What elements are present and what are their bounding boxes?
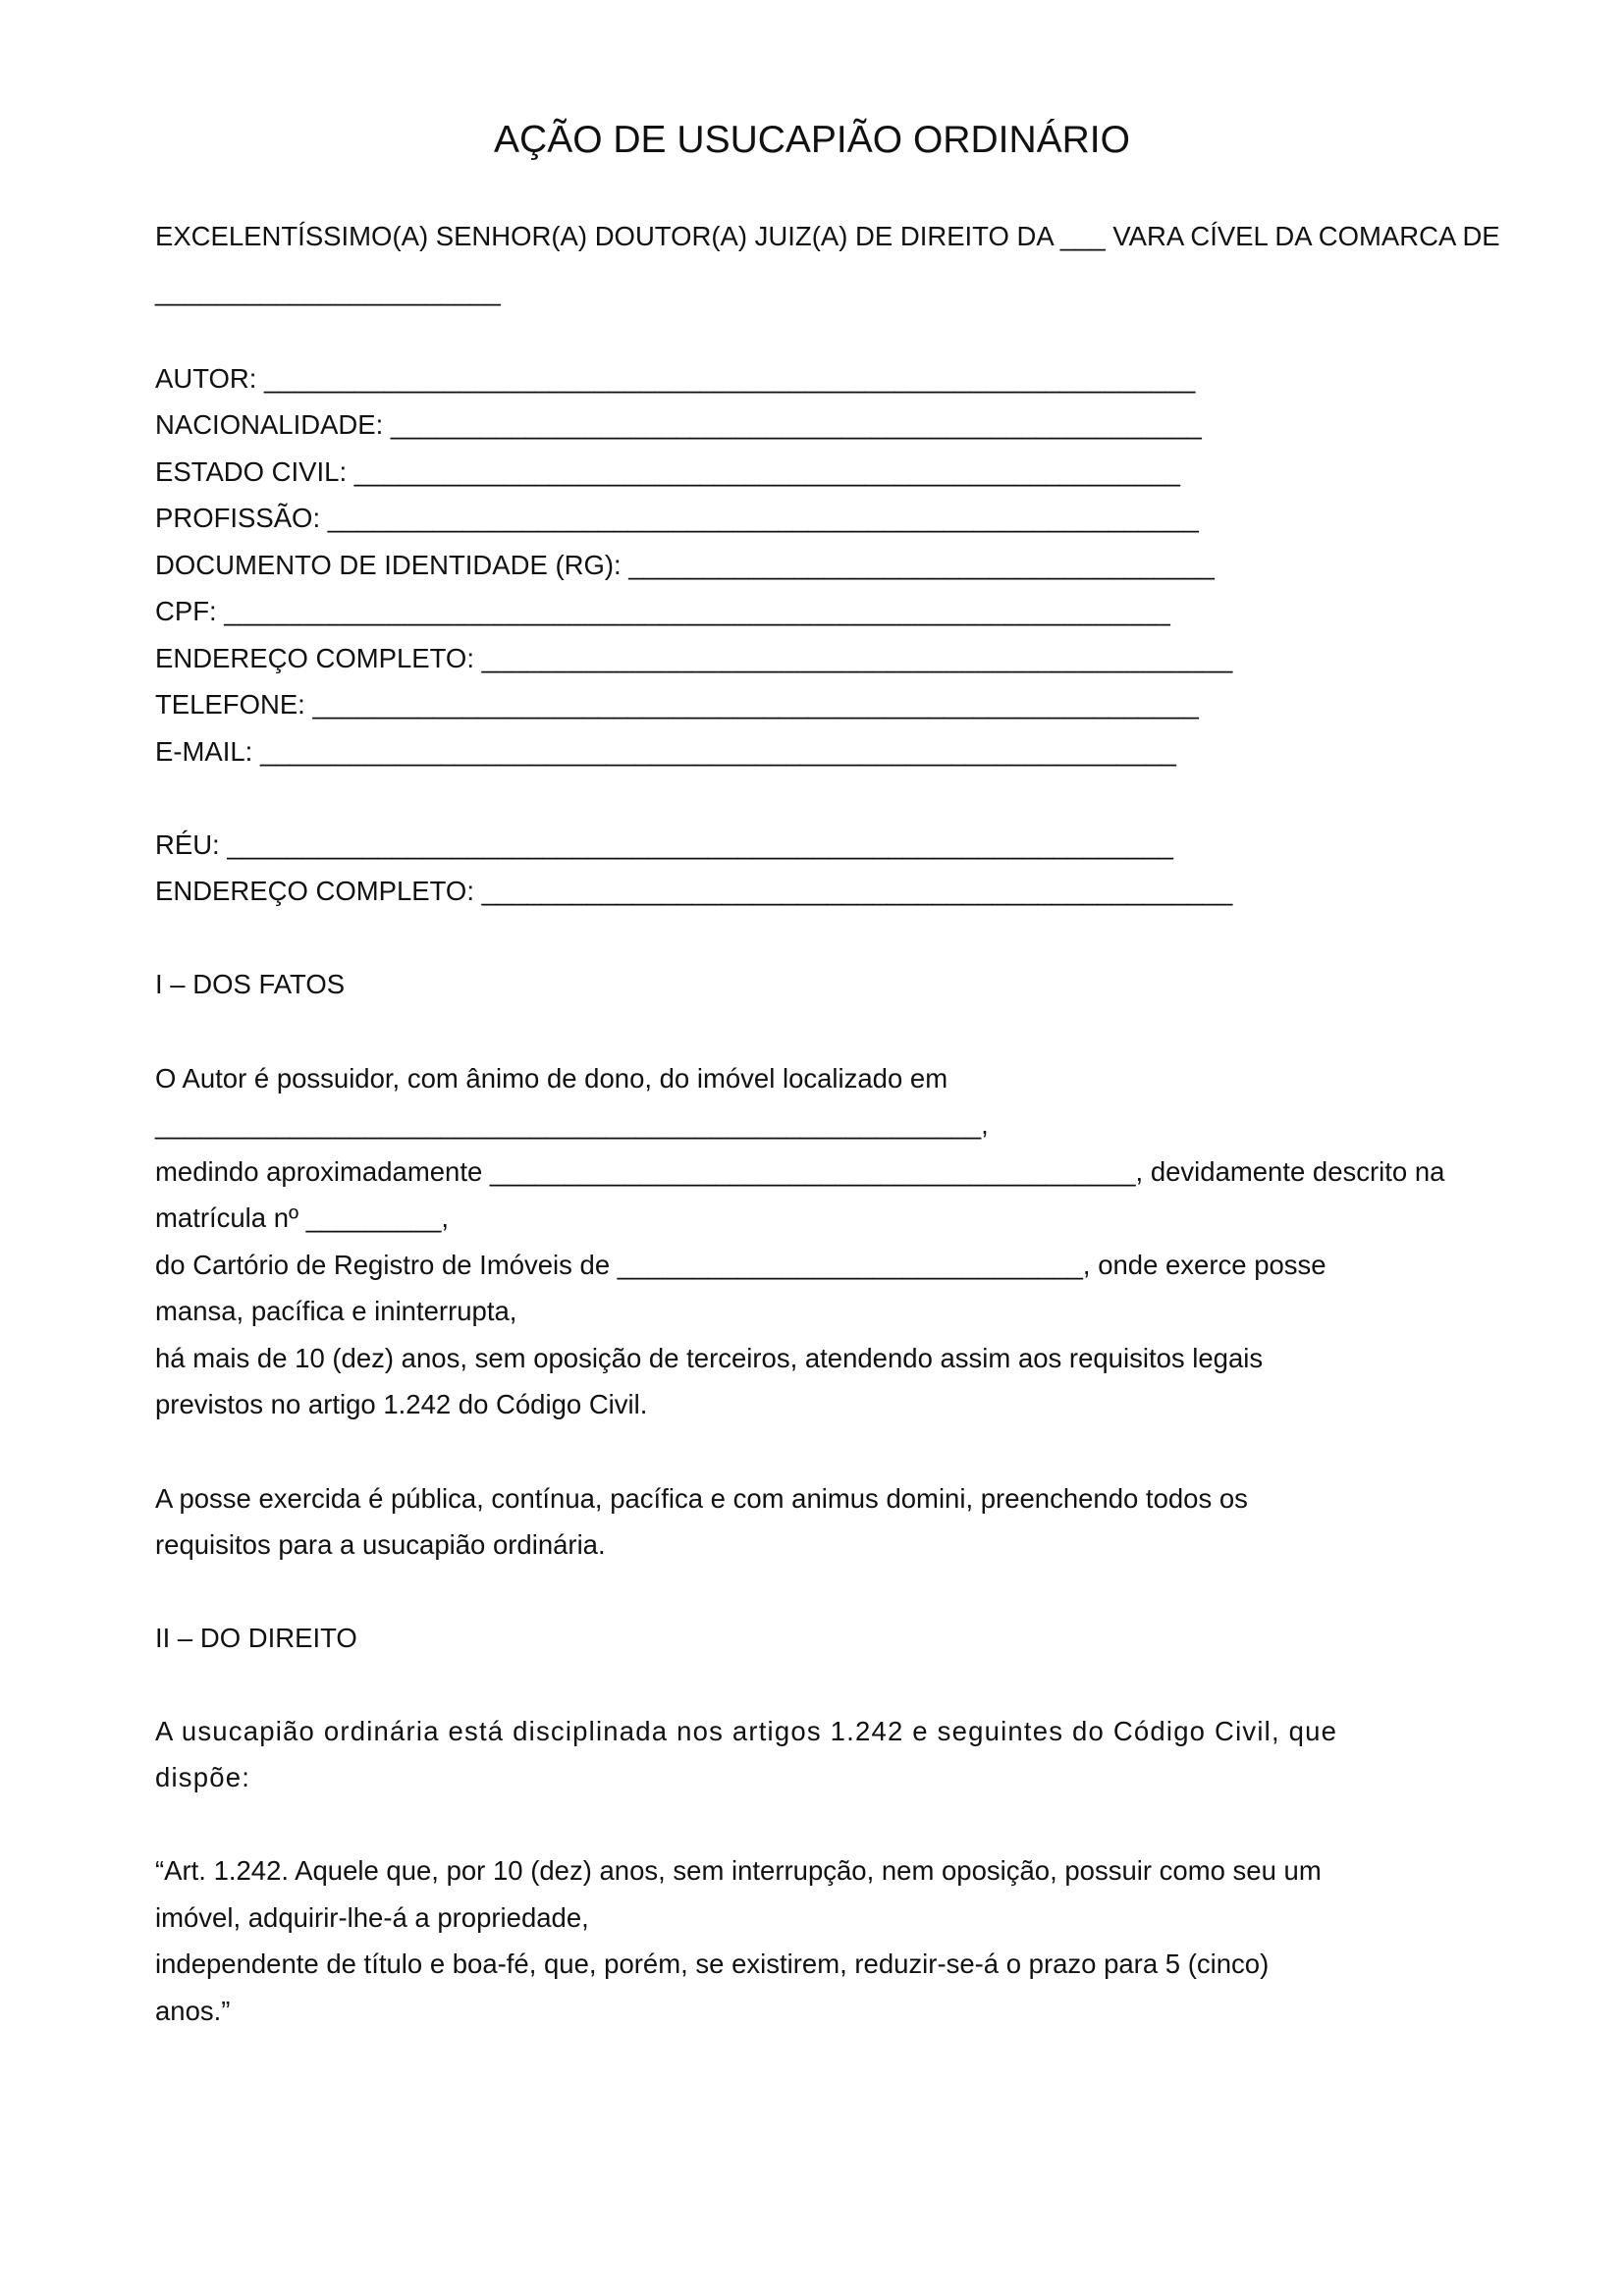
fatos-line: mansa, pacífica e ininterrupta, <box>155 1296 517 1326</box>
addressee-line: EXCELENTÍSSIMO(A) SENHOR(A) DOUTOR(A) JUIZ(A) DE DIREITO DA ___ VARA CÍVEL DA COMARCA DE <box>155 221 1500 251</box>
fatos-line: do Cartório de Registro de Imóveis de _______________________________, onde exerce posse <box>155 1250 1326 1280</box>
field-reu: RÉU: _______________________________________________________________ <box>155 829 1173 860</box>
fatos-line: há mais de 10 (dez) anos, sem oposição de terceiros, atendendo assim aos requisitos legais <box>155 1343 1264 1373</box>
direito-intro-line: A usucapião ordinária está disciplinada nos artigos 1.242 e seguintes do Código Civil, que <box>155 1716 1338 1746</box>
field-cpf: CPF: _______________________________________________________________ <box>155 596 1170 626</box>
field-estado-civil: ESTADO CIVIL: _______________________________________________________ <box>155 456 1180 487</box>
quote-line: “Art. 1.242. Aquele que, por 10 (dez) anos, sem interrupção, nem oposição, possuir como seu um <box>155 1855 1322 1886</box>
fatos-paragraph-line: requisitos para a usucapião ordinária. <box>155 1529 606 1560</box>
fatos-line: previstos no artigo 1.242 do Código Civil. <box>155 1389 648 1419</box>
quote-line: anos.” <box>155 1996 231 2026</box>
field-nacionalidade: NACIONALIDADE: ______________________________________________________ <box>155 409 1202 440</box>
field-rg: DOCUMENTO DE IDENTIDADE (RG): _______________________________________ <box>155 550 1215 580</box>
section-heading-direito: II – DO DIREITO <box>155 1623 357 1653</box>
fatos-paragraph-line: A posse exercida é pública, contínua, pacífica e com animus domini, preenchendo todos os <box>155 1483 1248 1514</box>
quote-line: independente de título e boa-fé, que, porém, se existirem, reduzir-se-á o prazo para 5 (cinco) <box>155 1949 1270 1979</box>
fatos-line: matrícula nº _________, <box>155 1202 449 1233</box>
quote-line: imóvel, adquirir-lhe-á a propriedade, <box>155 1902 589 1933</box>
addressee-blank: _______________________ <box>155 276 501 306</box>
field-endereco-reu: ENDEREÇO COMPLETO: __________________________________________________ <box>155 876 1233 906</box>
document-title: AÇÃO DE USUCAPIÃO ORDINÁRIO <box>494 119 1130 161</box>
fatos-line: medindo aproximadamente ___________________________________________, devidamente descrito na <box>155 1156 1445 1187</box>
field-autor: AUTOR: ______________________________________________________________ <box>155 363 1196 394</box>
fatos-line: O Autor é possuidor, com ânimo de dono, do imóvel localizado em <box>155 1063 948 1094</box>
field-endereco-autor: ENDEREÇO COMPLETO: __________________________________________________ <box>155 643 1233 673</box>
fatos-line: _______________________________________________________, <box>155 1109 989 1140</box>
field-telefone: TELEFONE: ___________________________________________________________ <box>155 689 1199 720</box>
direito-intro-line: dispõe: <box>155 1762 251 1792</box>
field-email: E-MAIL: _____________________________________________________________ <box>155 736 1176 767</box>
field-profissao: PROFISSÃO: __________________________________________________________ <box>155 503 1199 533</box>
section-heading-fatos: I – DOS FATOS <box>155 969 346 999</box>
